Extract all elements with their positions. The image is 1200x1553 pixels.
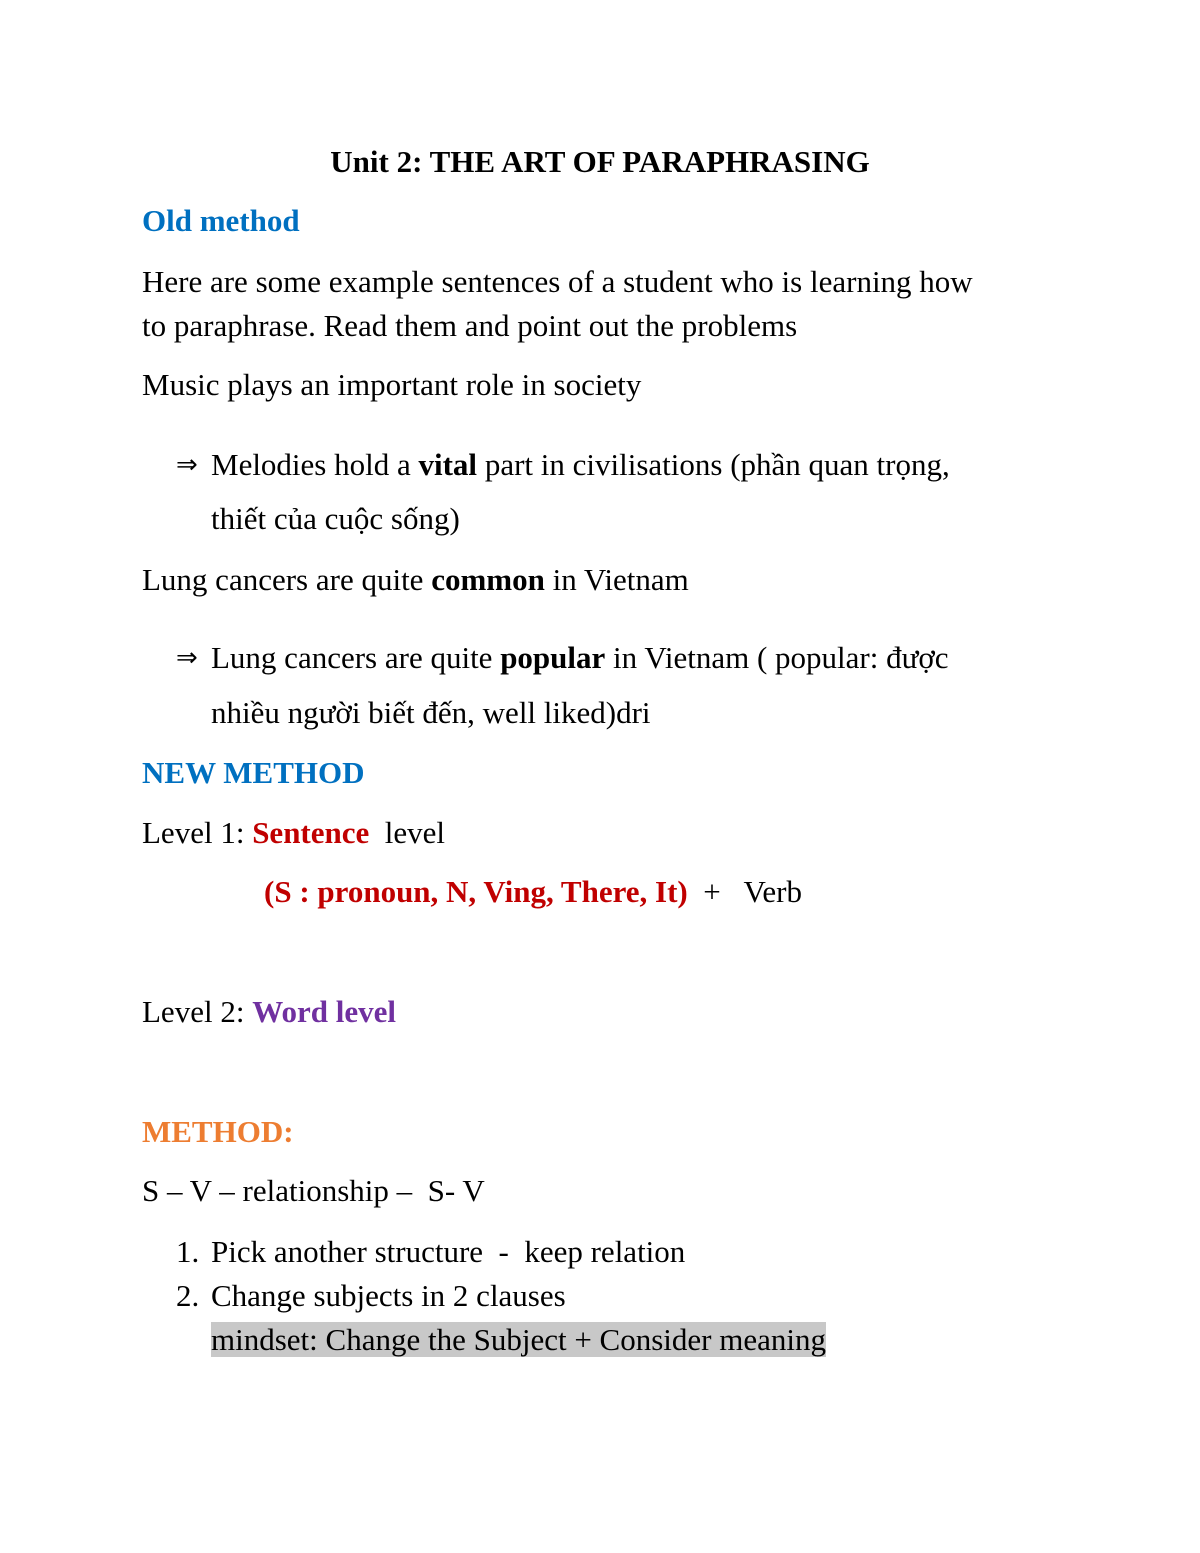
mindset-highlight: mindset: Change the Subject + Consider meaning [211,1322,826,1357]
example1-paraphrase: Melodies hold a vital part in civilisations (phần quan trọng, [211,447,950,482]
arrow-icon: ⇒ [176,450,198,480]
method-heading: METHOD: [142,1114,294,1149]
sentence-formula: (S : pronoun, N, Ving, There, It) + Verb [264,874,802,909]
page-title: Unit 2: THE ART OF PARAPHRASING [330,144,870,179]
example2-paraphrase: Lung cancers are quite popular in Vietnam ( popular: được [211,640,949,675]
arrow-icon: ⇒ [176,643,198,673]
step-number: 1. [176,1234,200,1269]
intro-line-2: to paraphrase. Read them and point out the problems [142,308,798,343]
example2-original: Lung cancers are quite common in Vietnam [142,562,689,597]
level1-line: Level 1: Sentence level [142,815,446,850]
step-number: 2. [176,1278,200,1313]
step-1-text: Pick another structure - keep relation [211,1234,686,1269]
new-method-heading: NEW METHOD [142,755,365,790]
mindset-note [211,1320,826,1360]
intro-line-1: Here are some example sentences of a student who is learning how [142,264,973,299]
old-method-heading: Old method [142,203,300,238]
step-2-text: Change subjects in 2 clauses [211,1278,566,1313]
example1-original: Music plays an important role in society [142,367,642,402]
example2-paraphrase-line2: nhiều người biết đến, well liked)dri [211,695,651,730]
level2-line: Level 2: Word level [142,994,396,1029]
method-pattern: S – V – relationship – S- V [142,1173,485,1208]
example1-paraphrase-line2: thiết của cuộc sống) [211,501,460,536]
